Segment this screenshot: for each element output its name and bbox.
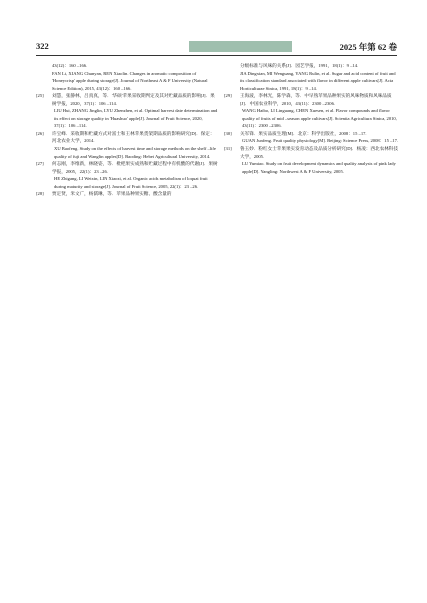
reference-item bbox=[36, 130, 218, 160]
reference-text-cn: 王海波，李林光，陈学森，等．中早熟苹果品种果实的风味物质和风味品质[J]．中国农业科学，2010，43(11)：2300 –2306. bbox=[240, 93, 392, 106]
reference-text-cn: 关军锋．果实品质生理[M]．北京：科学出版社，2008：15 –17. bbox=[240, 130, 367, 136]
reference-number: [27] bbox=[36, 161, 44, 167]
header-color-band bbox=[189, 41, 292, 52]
reference-item bbox=[36, 190, 218, 198]
left-column bbox=[36, 62, 218, 198]
reference-number: [25] bbox=[36, 93, 44, 99]
reference-text-cn: 贾定贤，米文广，杨儒琳，等．苹果品种果实糖、酸含量的 bbox=[52, 191, 172, 197]
reference-text-cn: 分级标准与风味的关系[J]．园艺学报，1991，18(1)：9 –14. bbox=[240, 63, 359, 68]
reference-continuation bbox=[36, 62, 218, 92]
reference-number: [26] bbox=[36, 130, 44, 136]
reference-text-cn: 43(12)：160 –166. bbox=[52, 63, 88, 68]
reference-item bbox=[224, 92, 399, 130]
journal-issue: 2025 年第 62 卷 bbox=[339, 42, 397, 52]
reference-number: [30] bbox=[224, 130, 232, 136]
right-column bbox=[224, 62, 399, 175]
reference-text-en: LIU Hui, ZHANG Jinglin, LYU Zhenzhen, et al. Optimal harvest date determination and its effect on storage quality in 'Huashuo' apple[J]. Journal of Fruit Science, 2020, 37(1)：106 –114. bbox=[54, 108, 218, 129]
reference-continuation bbox=[224, 62, 399, 92]
reference-text-en: JIA Dingxian, MI Wenguang, YANG Rulin, et al. Sugar and acid content of fruit and its classification standard associated with flavor in different apple cultivars[J]. Acta Horticulturae Sinica, 1991, 18(1)：9 –14. bbox=[240, 70, 396, 91]
page-header bbox=[36, 41, 397, 53]
reference-text-en: WANG Haibo, LI Linguang, CHEN Xuesen, et al. Flavor compounds and flavor quality of fruits of mid –season apple cultivars[J]. Scientia Agricultura Sinica, 2010, 43(11)：2300 –2306. bbox=[242, 108, 397, 129]
reference-text-en: HE Zhigang, LI Weixin, LIN Xiaozi, et al. Organic acids metabolism of loquat fruit during maturity and storage[J]. Journal of Fruit Science, 2005, 22(1)：23 –26. bbox=[54, 176, 208, 189]
reference-text-en: LU Yumiao. Study on fruit development dynamics and quality analysis of pink lady apple[D]. Yangling: Northwest A & F University, 2005. bbox=[242, 161, 396, 174]
reference-text-cn: 何志刚，李维新，林晓姿，等．枇杷果实成熟和贮藏过程中有机酸的代谢[J]．果树学报，2005，22(1)：23 –26. bbox=[52, 161, 218, 174]
reference-text-en: FAN Li, XIANG Chunyan, REN Xiaolin. Changes in aromatic composition of 'Honeycrisp' apple during storage[J]. Journal of Northeast A & F University (Natural Science Edition), 2015, 43(12)：160 –166. bbox=[52, 70, 208, 91]
reference-text-cn: 许宝峰．采收期和贮藏方式对富士和王林苹果货架期品质的影响研究[D]．保定：河北农业大学，2014. bbox=[52, 130, 215, 144]
reference-number: [31] bbox=[224, 146, 232, 152]
header-divider bbox=[36, 55, 397, 56]
reference-text-cn: 刘慧，张静林，吕真真，等．'华硕'苹果采收期判定及其对贮藏品质的影响[J]．果树学报，2020，37(1)：106 –114. bbox=[52, 93, 215, 106]
reference-item bbox=[224, 130, 399, 145]
reference-text-en: XU Baofeng. Study on the effects of harvest time and storage methods on the shelf –life quality of fuji and Wanglin apples[D]. Baoding: Hebei Agricultural University, 2014. bbox=[54, 146, 216, 159]
reference-number: [29] bbox=[224, 93, 232, 99]
reference-text-en: GUAN Junfeng. Fruit quality physiology[M]. Beijing: Science Press, 2008：15 –17. bbox=[242, 138, 399, 144]
reference-item bbox=[36, 160, 218, 190]
reference-item bbox=[36, 92, 218, 130]
reference-number: [28] bbox=[36, 191, 44, 197]
reference-item bbox=[224, 145, 399, 175]
reference-text-cn: 鲁玉妙．粉红女士苹果果实发育动态及品质分析研究[D]．杨凌：西北农林科技大学，2005. bbox=[240, 146, 398, 159]
page-number: 322 bbox=[36, 41, 49, 51]
